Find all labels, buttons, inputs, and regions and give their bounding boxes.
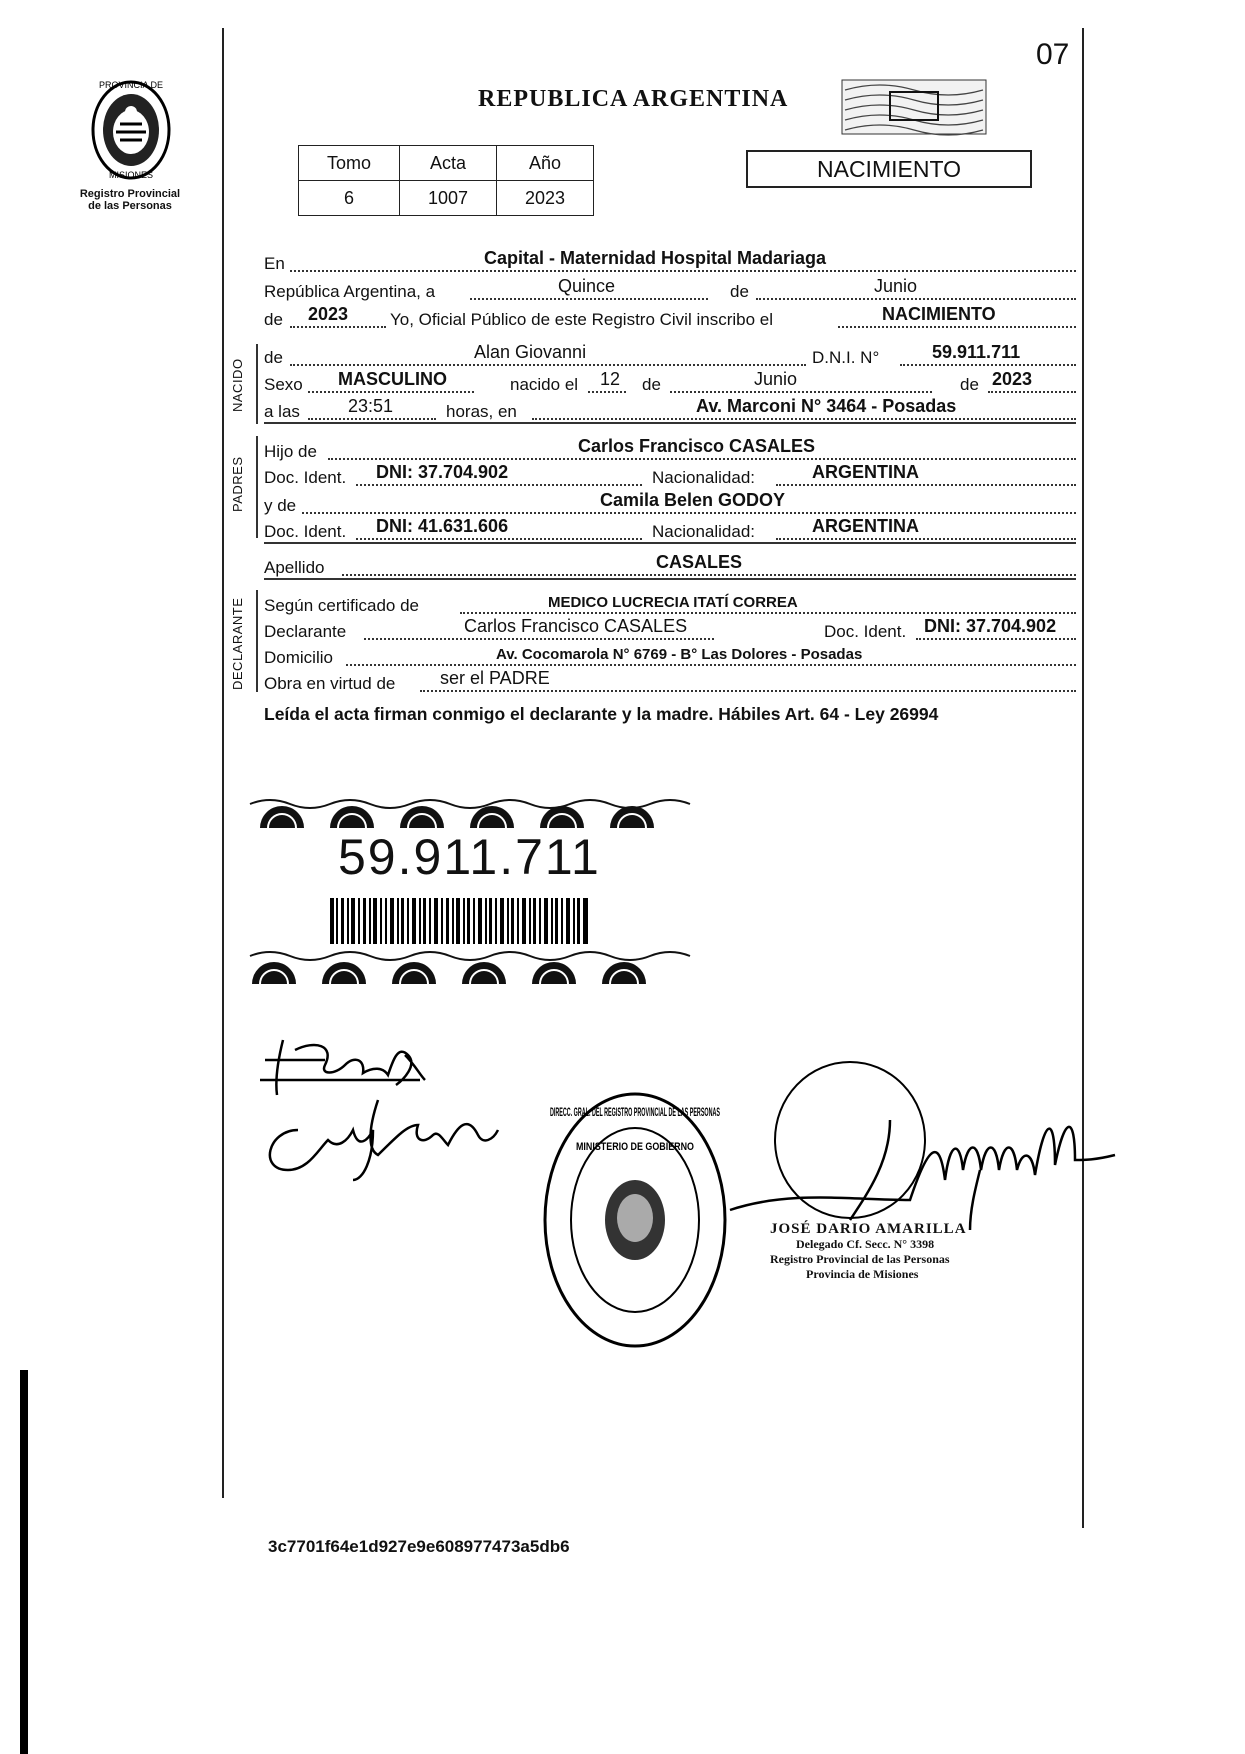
section-divider-2 [264,542,1076,544]
value-day-word: Quince [558,276,616,296]
value-mother: Camila Belen GODOY [600,490,786,510]
mother-signature [258,1090,508,1180]
officer-role: Delegado Cf. Secc. N° 3398 [796,1237,935,1251]
officer-stamp [770,1222,1050,1282]
label-nacionalidad: Nacionalidad: [652,468,756,487]
section-divider [264,422,1076,424]
value-time: 23:51 [348,396,394,416]
bracket-padres [256,436,258,538]
table-header-tomo: Tomo [299,146,400,181]
bracket-declarante [256,590,258,692]
svg-text:MINISTERIO DE GOBIERNO: MINISTERIO DE GOBIERNO [576,1141,695,1153]
row-date [264,276,1076,302]
table-value-acta: 1007 [400,181,497,216]
label-nacido-el: nacido el [510,375,579,394]
label-de: de [730,282,749,301]
tomo-acta-ano-table [298,145,594,216]
value-address: Av. Cocomarola N° 6769 - B° Las Dolores - Posadas [496,646,863,663]
svg-text:PROVINCIA DE: PROVINCIA DE [98,80,164,90]
value-father-nat: ARGENTINA [812,462,919,482]
table-header-acta: Acta [400,146,497,181]
legal-text: Leída el acta firman conmigo el declarante y la madre. Hábiles Art. 64 - Ley 26994 [264,704,939,724]
row-sex [264,369,1076,395]
right-margin-line [1082,28,1084,1528]
value-birth-month: Junio [754,369,798,389]
value-virtue: ser el PADRE [440,668,550,688]
label-en: En [264,254,285,273]
label-a-las: a las [264,402,300,421]
record-type-box: NACIMIENTO [746,150,1032,188]
left-margin-line [222,28,224,1498]
value-birth-place: Av. Marconi N° 3464 - Posadas [696,396,957,416]
value-declarant-doc: DNI: 37.704.902 [924,616,1057,636]
label-obra: Obra en virtud de [264,674,396,693]
value-mother-nat: ARGENTINA [812,516,919,536]
row-time [264,396,1076,422]
value-sex: MASCULINO [338,369,447,389]
official-seal [540,1090,730,1350]
father-signature [255,1020,445,1100]
row-father-doc [264,462,1076,488]
officer-name: JOSÉ DARIO AMARILLA [770,1221,967,1237]
row-father [264,436,1076,462]
value-certificate: MEDICO LUCRECIA ITATÍ CORREA [548,594,798,611]
value-inscribo: NACIMIENTO [882,304,996,324]
security-pattern-top [250,790,700,830]
row-declarant [264,616,1076,642]
label-de-year2: de [960,375,979,394]
row-place [264,248,1076,274]
row-certificate [264,594,1076,616]
label-segun: Según certificado de [264,596,419,615]
label-doc-ident-3: Doc. Ident. [824,622,907,641]
document-title: REPUBLICA ARGENTINA [478,86,789,112]
barcode-number: 59.911.711 [338,829,601,885]
label-dni: D.N.I. N° [812,348,880,367]
provincial-registry-logo [88,72,174,184]
security-pattern-bottom [250,946,700,986]
row-mother [264,490,1076,516]
scan-edge-line [20,1370,28,1754]
value-mother-doc: DNI: 41.631.606 [376,516,509,536]
row-year [264,304,1076,330]
row-name [264,342,1076,368]
table-header-ano: Año [497,146,594,181]
label-yo: Yo, Oficial Público de este Registro Civil inscribo el [390,310,773,329]
row-surname [264,552,1076,578]
label-horas: horas, en [446,402,517,421]
value-surname: CASALES [656,552,743,572]
label-de-year: de [264,310,283,329]
label-doc-ident-2: Doc. Ident. [264,522,347,541]
label-y-de: y de [264,496,297,515]
label-apellido: Apellido [264,558,325,577]
label-hijo-de: Hijo de [264,442,317,461]
value-month: Junio [874,276,918,296]
value-birth-day: 12 [600,369,621,389]
value-birth-year: 2023 [992,369,1033,389]
value-father-doc: DNI: 37.704.902 [376,462,509,482]
label-de-name: de [264,348,283,367]
officer-province: Provincia de Misiones [806,1267,919,1281]
value-dni: 59.911.711 [932,342,1021,362]
row-address [264,646,1076,668]
table-value-ano: 2023 [497,181,594,216]
label-sexo: Sexo [264,375,303,394]
value-declarant: Carlos Francisco CASALES [464,616,688,636]
bracket-nacido [256,344,258,424]
officer-office: Registro Provincial de las Personas [770,1252,950,1266]
label-de-month: de [642,375,661,394]
value-year: 2023 [308,304,349,324]
document-hash: 3c7701f64e1d927e9e608977473a5db6 [268,1537,570,1556]
page-number: 07 [1036,38,1070,71]
section-divider-3 [264,578,1076,580]
label-doc-ident: Doc. Ident. [264,468,347,487]
svg-text:MISIONES: MISIONES [108,170,154,180]
label-nacionalidad-2: Nacionalidad: [652,522,756,541]
row-virtue [264,668,1076,694]
side-label-nacido: NACIDO [230,358,245,412]
svg-text:DIRECC. GRAL. DEL REGISTRO PRO: DIRECC. GRAL. DEL REGISTRO PROVINCIAL DE LAS PERSONAS [550,1105,720,1119]
security-stamp-icon [840,78,988,136]
logo-caption: Registro Provincial de las Personas [79,188,181,212]
value-father: Carlos Francisco CASALES [578,436,816,456]
row-mother-doc [264,516,1076,542]
label-declarante: Declarante [264,622,347,641]
value-place: Capital - Maternidad Hospital Madariaga [484,248,827,268]
label-domicilio: Domicilio [264,648,333,667]
value-name: Alan Giovanni [474,342,587,362]
side-label-padres: PADRES [230,456,245,512]
barcode-icon [330,898,588,944]
side-label-declarante: DECLARANTE [230,597,245,690]
table-value-tomo: 6 [299,181,400,216]
label-republica: República Argentina, a [264,282,436,301]
